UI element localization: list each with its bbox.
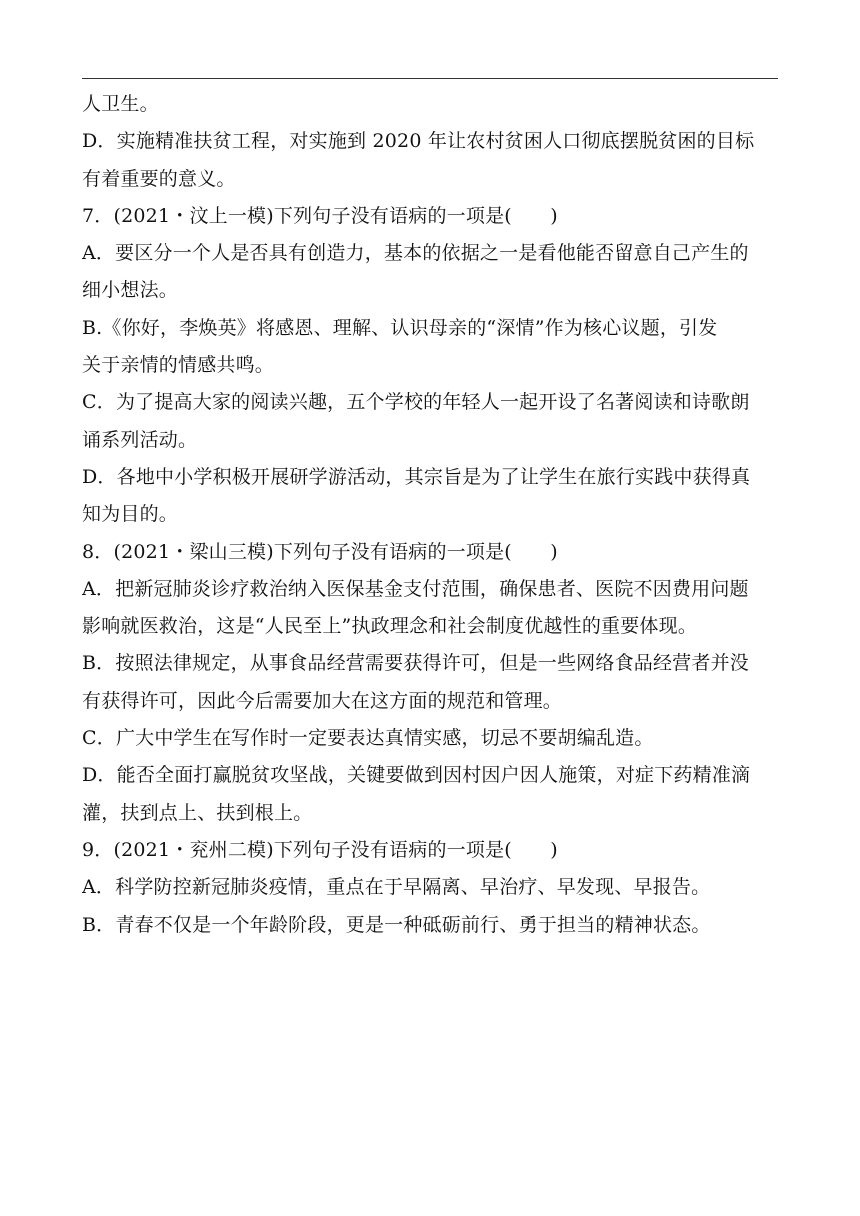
option-d-line: D．实施精准扶贫工程，对实施到 2020 年让农村贫困人口彻底摆脱贫困的目标 (82, 130, 755, 153)
text-line: 有获得许可，因此今后需要加大在这方面的规范和管理。 (82, 689, 563, 712)
question-9-stem: 9．(2021・兖州二模)下列句子没有语病的一项是( ) (82, 838, 558, 861)
q8-option-c: C．广大中学生在写作时一定要表达真情实感，切忌不要胡编乱造。 (82, 727, 654, 750)
text-line: 诵系列活动。 (82, 428, 198, 451)
q8-option-b: B．按照法律规定，从事食品经营需要获得许可，但是一些网络食品经营者并没 (82, 652, 749, 675)
q9-option-a: A．科学防控新冠肺炎疫情，重点在于早隔离、早治疗、早发现、早报告。 (82, 876, 711, 899)
q8-option-d: D．能否全面打赢脱贫攻坚战，关键要做到因村因户因人施策，对症下药精准滴 (82, 764, 751, 787)
text-line: 知为目的。 (82, 503, 179, 526)
text-line: 影响就医救治，这是“人民至上”执政理念和社会制度优越性的重要体现。 (82, 615, 698, 638)
header-rule (82, 78, 778, 79)
text-line: 细小想法。 (82, 279, 179, 302)
q8-option-a: A．把新冠肺炎诊疗救治纳入医保基金支付范围，确保患者、医院不因费用问题 (82, 577, 749, 600)
q7-option-b: B.《你好，李焕英》将感恩、理解、认识母亲的“深情”作为核心议题，引发 (82, 316, 718, 339)
text-line: 关于亲情的情感共鸣。 (82, 354, 275, 377)
question-7-stem: 7．(2021・汶上一模)下列句子没有语病的一项是( ) (82, 204, 558, 227)
q7-option-c: C．为了提高大家的阅读兴趣，五个学校的年轻人一起开设了名著阅读和诗歌朗 (82, 391, 750, 414)
q9-option-b: B．青春不仅是一个年龄阶段，更是一种砥砺前行、勇于担当的精神状态。 (82, 913, 711, 936)
document-body (82, 86, 782, 944)
question-8-stem: 8．(2021・梁山三模)下列句子没有语病的一项是( ) (82, 540, 558, 563)
text-line: 人卫生。 (82, 93, 159, 115)
q7-option-d: D．各地中小学积极开展研学游活动，其宗旨是为了让学生在旅行实践中获得真 (82, 465, 751, 488)
text-line: 灌，扶到点上、扶到根上。 (82, 801, 313, 824)
q7-option-a: A．要区分一个人是否具有创造力，基本的依据之一是看他能否留意自己产生的 (82, 242, 749, 265)
text-line: 有着重要的意义。 (82, 167, 236, 190)
